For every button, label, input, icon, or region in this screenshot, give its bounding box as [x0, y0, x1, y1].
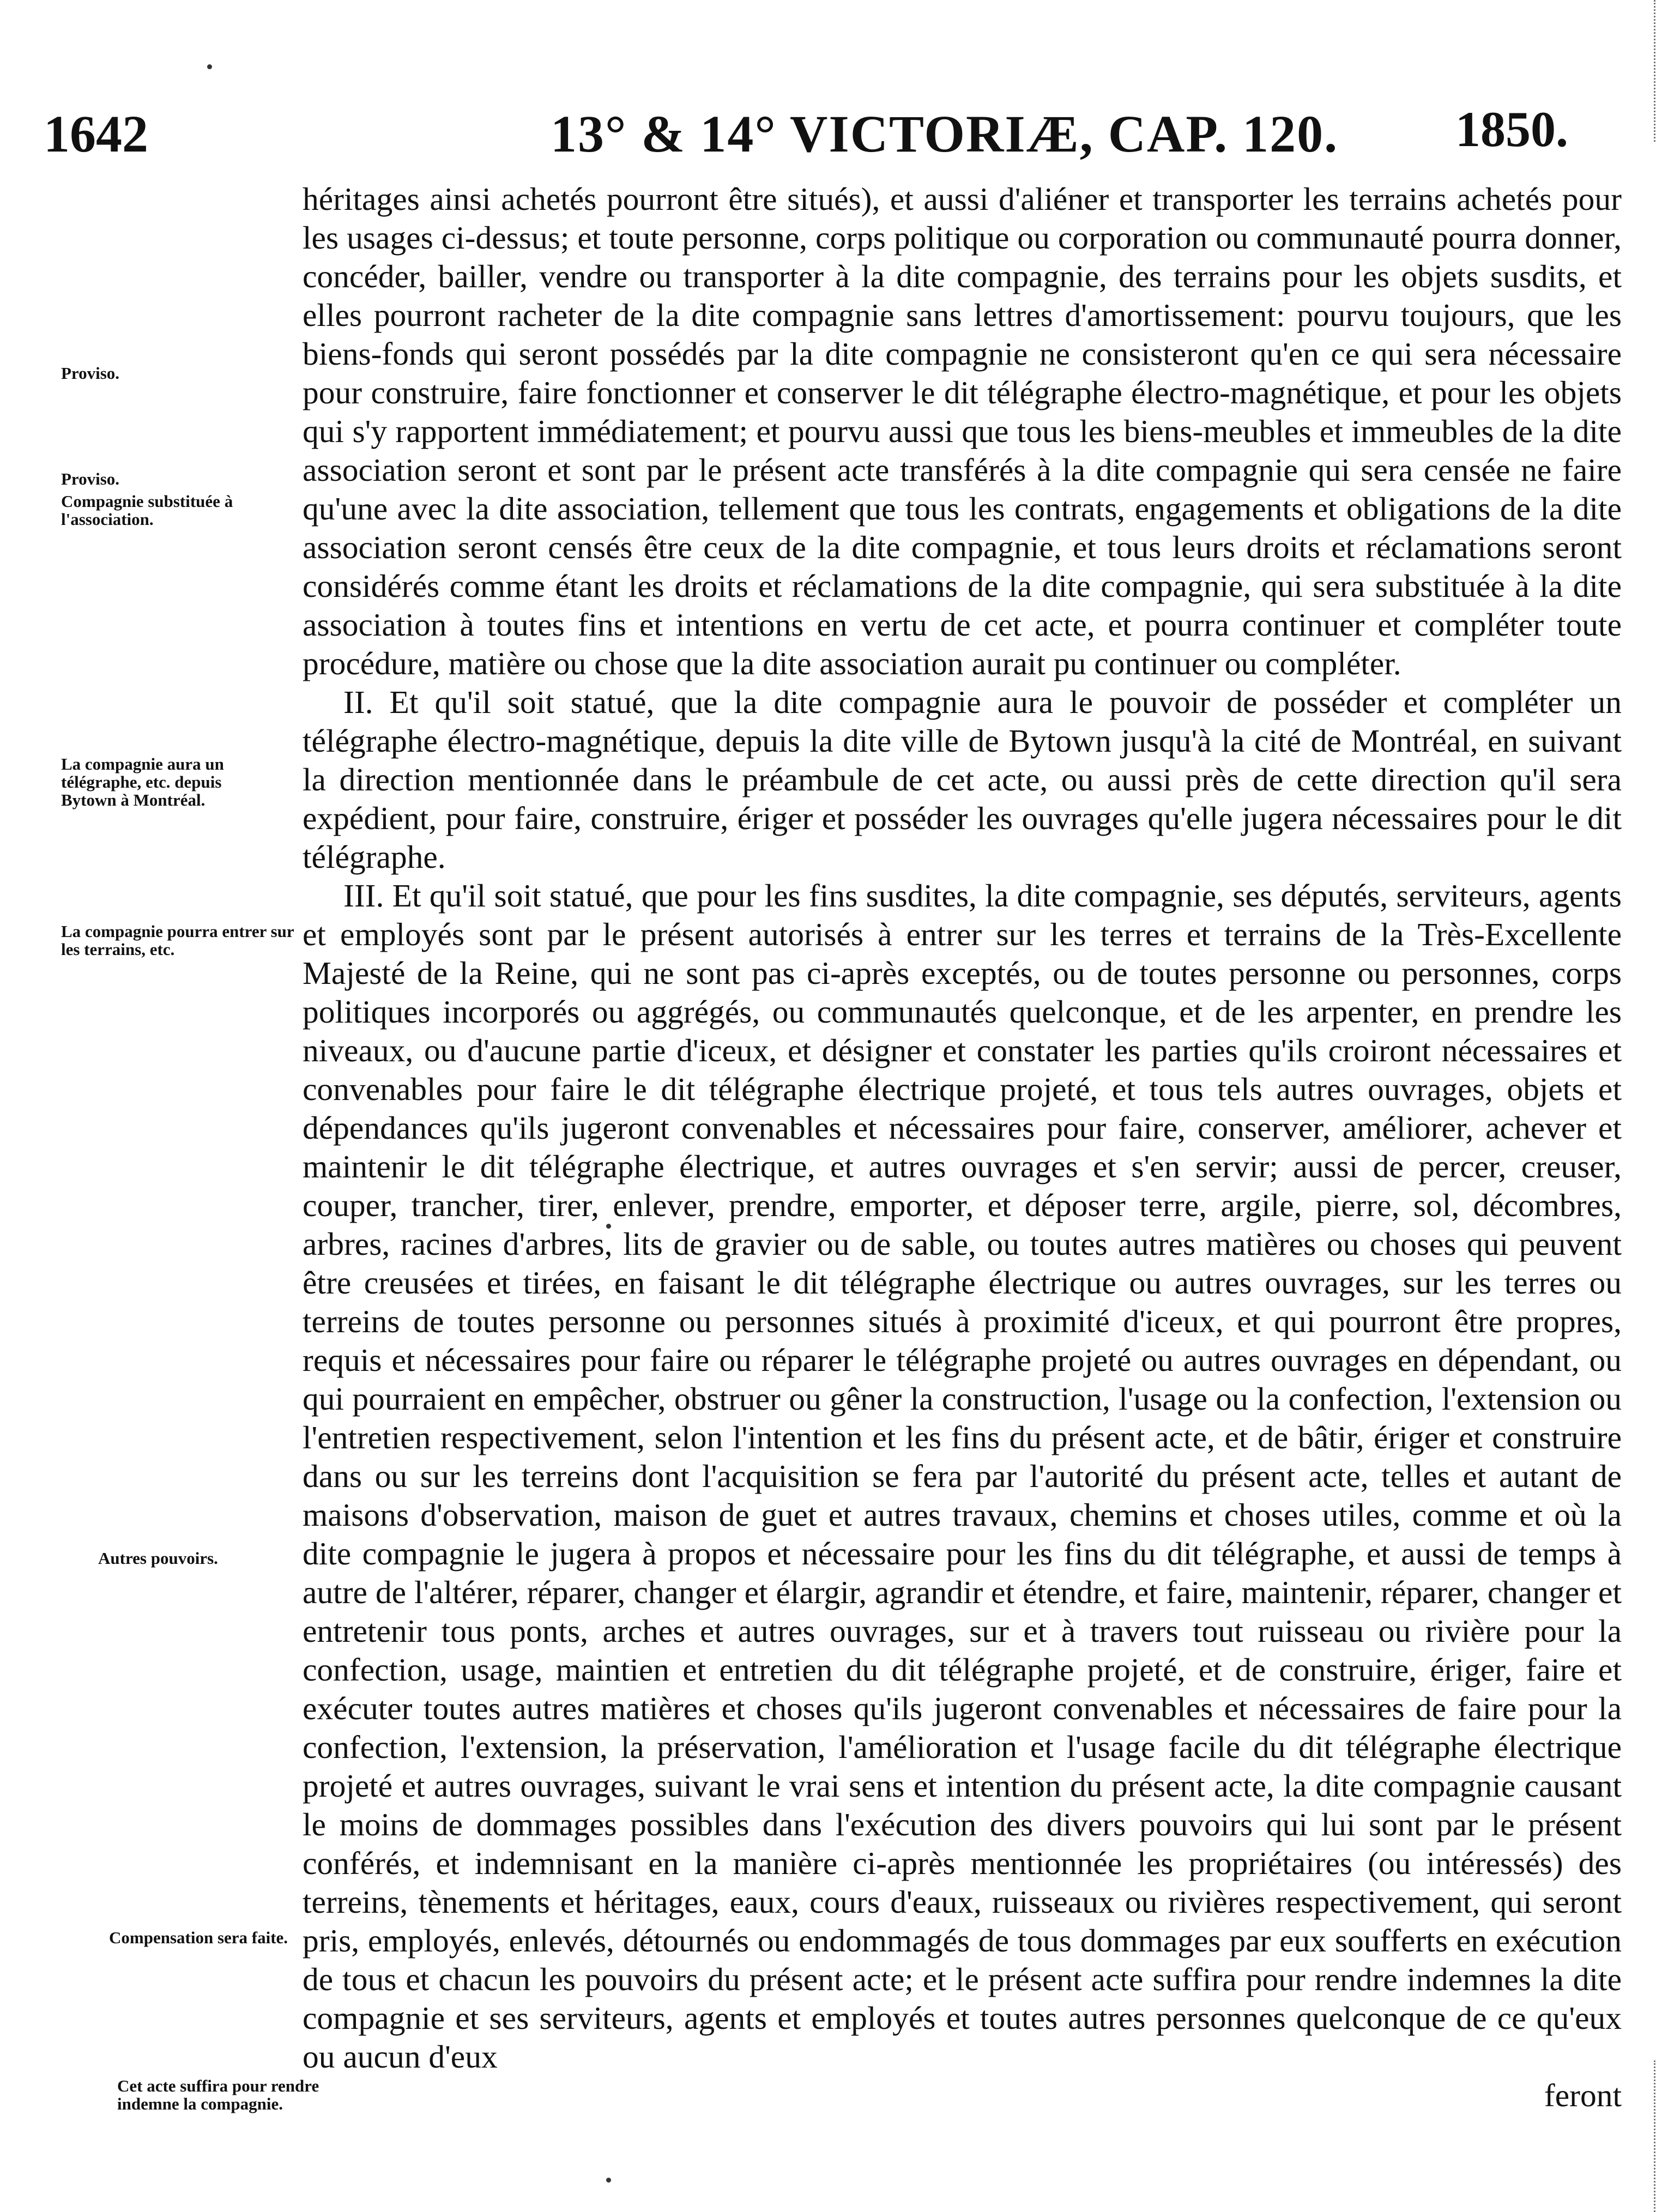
page-number: 1642 — [44, 105, 148, 163]
catchword: feront — [1544, 2077, 1622, 2113]
page-header — [0, 101, 1662, 185]
margin-note-autres-pouvoirs: Autres pouvoirs. — [98, 1549, 218, 1568]
paragraph-section-ii: II. Et qu'il soit statué, que la dite compagnie aura le pouvoir de posséder et compléter un télégraphe électro-magnétique, depuis la dite ville de Bytown jusqu'à la cité de Montréal, en suivant la direction mentionnée dans le préambule de cet acte, ou aussi près de cette direction qu'il sera expédient, pour faire, construire, ériger et posséder les ouvrages qu'elle jugera nécessaires pour le dit télégraphe. — [303, 684, 1622, 875]
page-edge-dots — [1654, 0, 1662, 142]
margin-note-proviso-1: Proviso. — [61, 364, 120, 383]
margin-note-acte-indemne: Cet acte suffira pour rendre indemne la compagnie. — [117, 2076, 319, 2113]
year: 1850. — [1455, 101, 1568, 157]
margin-note-proviso-2: Proviso. — [61, 469, 120, 488]
print-speck — [606, 2178, 611, 2183]
print-speck — [207, 64, 212, 69]
body-text — [303, 180, 1622, 2115]
margin-note-compensation: Compensation sera faite. — [109, 1928, 288, 1947]
paragraph-section-iii: III. Et qu'il soit statué, que pour les fins susdites, la dite compagnie, ses députés, serviteurs, agents et employés sont par le présent autorisés à entrer sur les terres et terrains de la Très-Excellente Majesté de la Reine, qui ne sont pas ci-après exceptés, ou de toutes personne ou personnes, corps politiques incorporés ou aggrégés, ou communautés quelconque, et de les arpenter, en prendre les niveaux, ou d'aucune partie d'iceux, et désigner et constater les parties qu'ils croiront nécessaires et convenables pour faire le dit télégraphe électrique projeté, et tous tels autres ouvrages, objets et dépendances qu'ils jugeront convenables et nécessaires pour faire, conserver, améliorer, achever et maintenir le dit télégraphe électrique, et autres ouvrages et s'en servir; aussi de percer, creuser, couper, trancher, tirer, enlever, prendre, emporter, et déposer terre, argile, pierre, sol, décombres, arbres, racines d'arbres, lits de gravier ou de sable, ou toutes autres matières ou choses qui peuvent être creusées et tirées, en faisant le dit télégraphe électrique ou autres ouvrages, sur les terres ou terreins de toutes personne ou personnes situés à proximité d'iceux, et qui pourront être propres, requis et nécessaires pour faire ou réparer le télégraphe projeté ou autres ouvrages en dépendant, ou qui pourraient en empêcher, obstruer ou gêner la construction, l'usage ou la confection, l'extension ou l'entretien respectivement, selon l'intention et les fins du présent acte, et de bâtir, ériger et construire dans ou sur les terreins dont l'acquisition se fera par l'autorité du présent acte, telles et autant de maisons d'observation, maison de guet et autres travaux, chemins et choses utiles, comme et où la dite compagnie le jugera à propos et nécessaire pour les fins du dit télégraphe, et aussi de temps à autre de l'altérer, réparer, changer et élargir, agrandir et étendre, et faire, maintenir, réparer, changer et entretenir tous ponts, arches et autres ouvrages, sur et à travers tout ruisseau ou rivière pour la confection, usage, maintien et entretien du dit télégraphe projeté, et de construire, ériger, faire et exécuter toutes autres matières et choses qu'ils jugeront convenables et nécessaires de faire pour la confection, l'extension, la préservation, l'amélioration et l'usage facile du dit télégraphe électrique projeté et autres ouvrages, suivant le vrai sens et intention du présent acte, la dite compagnie causant le moins de dommages possibles dans l'exécution des divers pouvoirs qui lui sont par le présent conférés, et indemnisant en la manière ci-après mentionnée les propriétaires (ou intéressés) des terreins, tènements et héritages, eaux, cours d'eaux, ruisseaux ou rivières respectivement, qui seront pris, employés, enlevés, détournés ou endommagés de tous dommages par eux soufferts en exécution de tous et chacun les pouvoirs du présent acte; et le présent acte suffira pour rendre indemnes la dite compagnie et ses serviteurs, agents et employés et toutes autres personnes quelconque de ce qu'eux ou aucun d'eux — [303, 878, 1622, 2075]
page-edge-dots — [1654, 2060, 1662, 2212]
margin-note-telegraphe-bytown: La compagnie aura un télégraphe, etc. depuis Bytown à Montréal. — [61, 754, 224, 809]
margin-note-compagnie-substituee: Compagnie substituée à l'association. — [61, 492, 233, 529]
paragraph-continuation: héritages ainsi achetés pourront être situés), et aussi d'aliéner et transporter les terrains achetés pour les usages ci-dessus; et toute personne, corps politique ou corporation ou communauté pourra donner, concéder, bailler, vendre ou transporter à la dite compagnie, des terrains pour les objets susdits, et elles pourront racheter de la dite compagnie sans lettres d'amortissement: pourvu toujours, que les biens-fonds qui seront possédés par la dite compagnie ne consisteront qu'en ce qui sera nécessaire pour construire, faire fonctionner et conserver le dit télégraphe électro-magnétique, et pour les objets qui s'y rapportent immédiatement; et pourvu aussi que tous les biens-meubles et immeubles de la dite association seront et sont par le présent acte transférés à la dite compagnie qui sera censée ne faire qu'une avec la dite association, tellement que tous les contrats, engagements et obligations de la dite association seront censés être ceux de la dite compagnie, et tous leurs droits et réclamations seront considérés comme étant les droits et réclamations de la dite compagnie, qui sera substituée à la dite association à toutes fins et intentions en vertu de cet acte, et pourra continuer et compléter toute procédure, matière ou chose que la dite association aurait pu continuer ou compléter. — [303, 181, 1622, 681]
margin-note-entrer-terrains: La compagnie pourra entrer sur les terrains, etc. — [61, 922, 294, 959]
running-title: 13° & 14° VICTORIÆ, CAP. 120. — [551, 105, 1339, 163]
